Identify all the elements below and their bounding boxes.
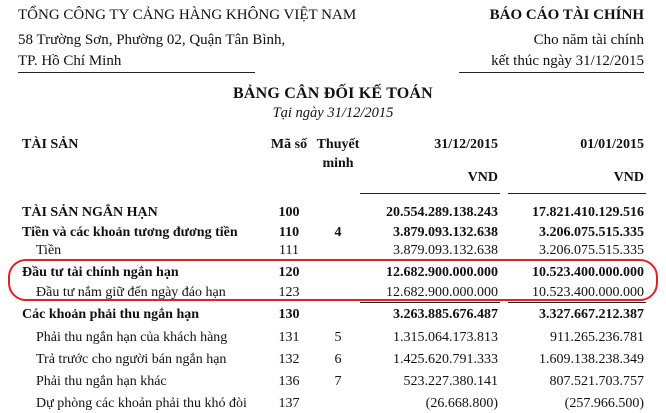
row-value-2015: 3.879.093.132.638: [393, 225, 498, 240]
report-period-line2: kết thúc ngày 31/12/2015: [491, 53, 644, 69]
row-code: 131: [278, 330, 300, 345]
row-value-2014: 10.523.400.000.000: [532, 285, 644, 300]
row-label: Phải thu ngắn hạn khác: [36, 374, 167, 389]
row-note: 4: [334, 225, 342, 240]
row-value-2015: 1.425.620.791.333: [393, 352, 498, 367]
row-value-2014: 911.265.236.781: [550, 330, 644, 345]
report-period-line1: Cho năm tài chính: [533, 32, 644, 48]
column-header-2014: 01/01/2015: [580, 137, 644, 152]
row-code: 130: [278, 307, 300, 322]
row-note: 7: [334, 374, 342, 389]
row-value-2015: 12.682.900.000.000: [386, 285, 498, 300]
column-rule-2015: [360, 193, 500, 194]
row-code: 136: [278, 374, 300, 389]
row-value-2014: 1.609.138.238.349: [539, 352, 644, 367]
column-header-2015: 31/12/2015: [434, 137, 498, 152]
column-header-note-line1: Thuyết: [316, 137, 360, 152]
row-label: Tiền và các khoản tương đương tiền: [22, 225, 238, 240]
report-title: BÁO CÁO TÀI CHÍNH: [489, 7, 644, 23]
page-title: BẢNG CÂN ĐỐI KẾ TOÁN: [233, 85, 433, 102]
row-label: Phải thu ngắn hạn của khách hàng: [36, 330, 228, 345]
row-label: TÀI SẢN NGẮN HẠN: [22, 205, 158, 220]
row-code: 111: [279, 243, 299, 258]
subtotal-rule-2014: [508, 302, 646, 303]
row-value-2015: 3.263.885.676.487: [393, 307, 498, 322]
header-underline-left: [18, 72, 255, 73]
row-value-2014: 17.821.410.129.516: [532, 205, 644, 220]
row-value-2015: 3.879.093.132.638: [393, 243, 498, 258]
company-address-line1: 58 Trường Sơn, Phường 02, Quận Tân Bình,: [18, 32, 286, 48]
row-value-2015: 20.554.289.138.243: [386, 205, 498, 220]
column-header-code: Mã số: [270, 137, 308, 152]
row-label: Tiền: [36, 243, 62, 258]
column-header-note-line2: minh: [322, 156, 354, 171]
subtotal-rule-2015: [360, 302, 500, 303]
row-value-2015: 523.227.380.141: [403, 374, 498, 389]
row-value-2015: (26.668.800): [425, 396, 498, 411]
page-subtitle: Tại ngày 31/12/2015: [272, 105, 394, 121]
row-code: 132: [278, 352, 300, 367]
row-value-2014: 3.206.075.515.335: [539, 225, 644, 240]
row-value-2014: (257.966.500): [564, 396, 644, 411]
column-header-2014-unit: VND: [613, 170, 644, 185]
row-label: Dự phòng các khoản phải thu khó đòi: [36, 396, 247, 411]
row-value-2014: 807.521.703.757: [549, 374, 644, 389]
row-code: 120: [278, 265, 300, 280]
row-value-2015: 12.682.900.000.000: [386, 265, 498, 280]
row-code: 137: [278, 396, 300, 411]
column-rule-2014: [508, 193, 646, 194]
row-code: 110: [278, 225, 300, 240]
row-code: 123: [278, 285, 300, 300]
highlight-oval: [8, 259, 658, 301]
row-value-2014: 3.206.075.515.335: [539, 243, 644, 258]
row-label: Trả trước cho người bán ngắn hạn: [36, 352, 227, 367]
row-value-2014: 10.523.400.000.000: [532, 265, 644, 280]
column-header-assets: TÀI SẢN: [22, 137, 79, 152]
row-note: 6: [334, 352, 342, 367]
row-value-2015: 1.315.064.173.813: [393, 330, 498, 345]
row-label: Đầu tư tài chính ngắn hạn: [22, 265, 179, 280]
row-value-2014: 3.327.667.212.387: [539, 307, 644, 322]
column-header-2015-unit: VND: [467, 170, 498, 185]
row-note: 5: [334, 330, 342, 345]
row-label: Đầu tư nắm giữ đến ngày đáo hạn: [36, 285, 226, 300]
row-label: Các khoản phải thu ngắn hạn: [22, 307, 200, 322]
company-name: TỔNG CÔNG TY CẢNG HÀNG KHÔNG VIỆT NAM: [18, 7, 357, 23]
row-code: 100: [278, 205, 300, 220]
company-address-line2: TP. Hồ Chí Minh: [18, 53, 122, 69]
header-underline-right: [459, 72, 644, 73]
